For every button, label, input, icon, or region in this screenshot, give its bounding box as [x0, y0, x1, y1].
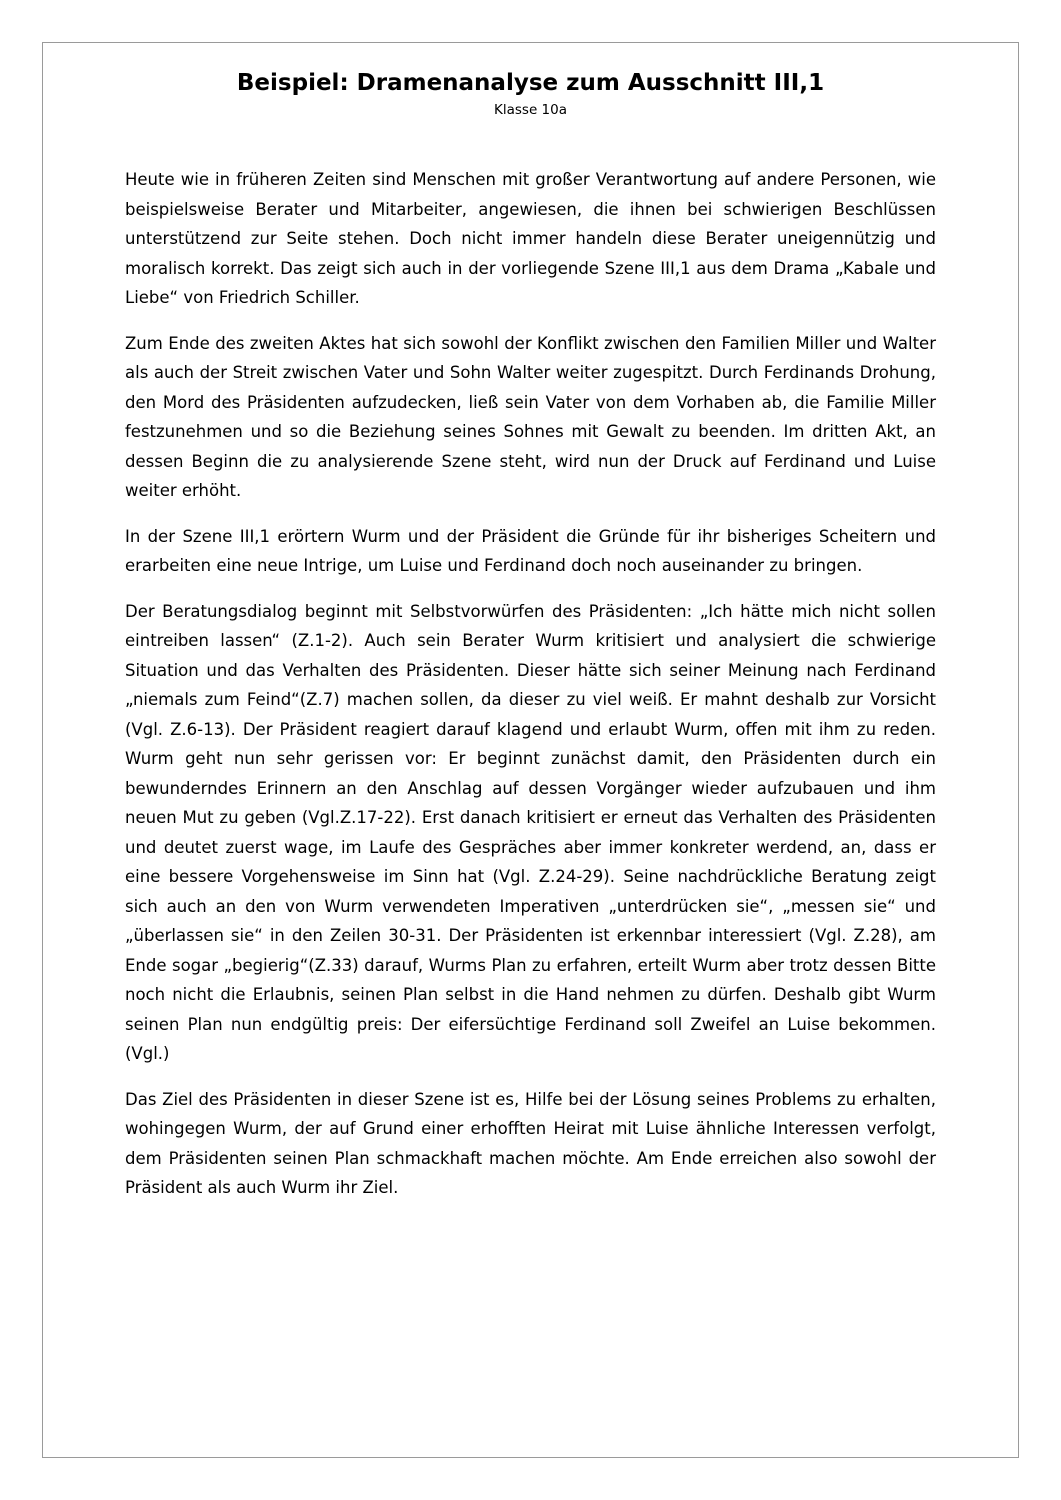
- paragraph-context: Zum Ende des zweiten Aktes hat sich sowohl der Konflikt zwischen den Familien Miller und Walter als auch der Streit zwischen Vater und Sohn Walter weiter zugespitzt. Durch Ferdinands Drohung, den Mord des Präsidenten aufzudecken, ließ sein Vater von dem Vorhaben ab, die Familie Miller festzunehmen und so die Beziehung seines Sohnes mit Gewalt zu beenden. Im dritten Akt, an dessen Beginn die zu analysierende Szene steht, wird nun der Druck auf Ferdinand und Luise weiter erhöht.: [125, 333, 936, 501]
- paragraph-intro: Heute wie in früheren Zeiten sind Menschen mit großer Verantwortung auf andere Personen, wie beispielsweise Berater und Mitarbeiter, angewiesen, die ihnen bei schwierigen Beschlüssen unterstützend zur Seite stehen. Doch nicht immer handeln diese Berater uneigennützig und moralisch korrekt. Das zeigt sich auch in der vorliegende Szene III,1 aus dem Drama „Kabale und Liebe“ von Friedrich Schiller.: [125, 170, 936, 308]
- page-title: Beispiel: Dramenanalyse zum Ausschnitt III,1: [236, 70, 825, 96]
- paragraph-scene-summary: In der Szene III,1 erörtern Wurm und der Präsident die Gründe für ihr bisheriges Scheitern und erarbeiten eine neue Intrige, um Luise und Ferdinand doch noch auseinander zu bringen.: [125, 526, 936, 576]
- paragraph-analysis: Der Beratungsdialog beginnt mit Selbstvorwürfen des Präsidenten: „Ich hätte mich nicht sollen eintreiben lassen“ (Z.1-2). Auch sein Berater Wurm kritisiert und analysiert die schwierige Situation und das Verhalten des Präsidenten. Dieser hätte sich seiner Meinung nach Ferdinand „niemals zum Feind“(Z.7) machen sollen, da dieser zu viel weiß. Er mahnt deshalb zur Vorsicht (Vgl. Z.6-13). Der Präsident reagiert darauf klagend und erlaubt Wurm, offen mit ihm zu reden. Wurm geht nun sehr gerissen vor: Er beginnt zunächst damit, den Präsidenten durch ein bewunderndes Erinnern an den Anschlag auf dessen Vorgänger wieder aufzubauen und ihm neuen Mut zu geben (Vgl.Z.17-22). Erst danach kritisiert er erneut das Verhalten des Präsidenten und deutet zuerst wage, im Laufe des Gespräches aber immer konkreter werdend, an, dass er eine bessere Vorgehensweise im Sinn hat (Vgl. Z.24-29). Seine nachdrückliche Beratung zeigt sich auch an den von Wurm verwendeten Imperativen „unterdrücken sie“, „messen sie“ und „überlassen sie“ in den Zeilen 30-31. Der Präsidenten ist erkennbar interessiert (Vgl. Z.28), am Ende sogar „begierig“(Z.33) darauf, Wurms Plan zu erfahren, erteilt Wurm aber trotz dessen Bitte noch nicht die Erlaubnis, seinen Plan selbst in die Hand nehmen zu dürfen. Deshalb gibt Wurm seinen Plan nun endgültig preis: Der eifersüchtige Ferdinand soll Zweifel an Luise bekommen. (Vgl.): [125, 601, 936, 1064]
- page-subtitle: Klasse 10a: [494, 101, 567, 118]
- page-border: [42, 42, 1019, 1458]
- paragraph-conclusion: Das Ziel des Präsidenten in dieser Szene ist es, Hilfe bei der Lösung seines Problems zu erhalten, wohingegen Wurm, der auf Grund einer erhofften Heirat mit Luise ähnliche Interessen verfolgt, dem Präsidenten seinen Plan schmackhaft machen möchte. Am Ende erreichen also sowohl der Präsident als auch Wurm ihr Ziel.: [125, 1089, 936, 1198]
- document-body: [125, 165, 936, 1203]
